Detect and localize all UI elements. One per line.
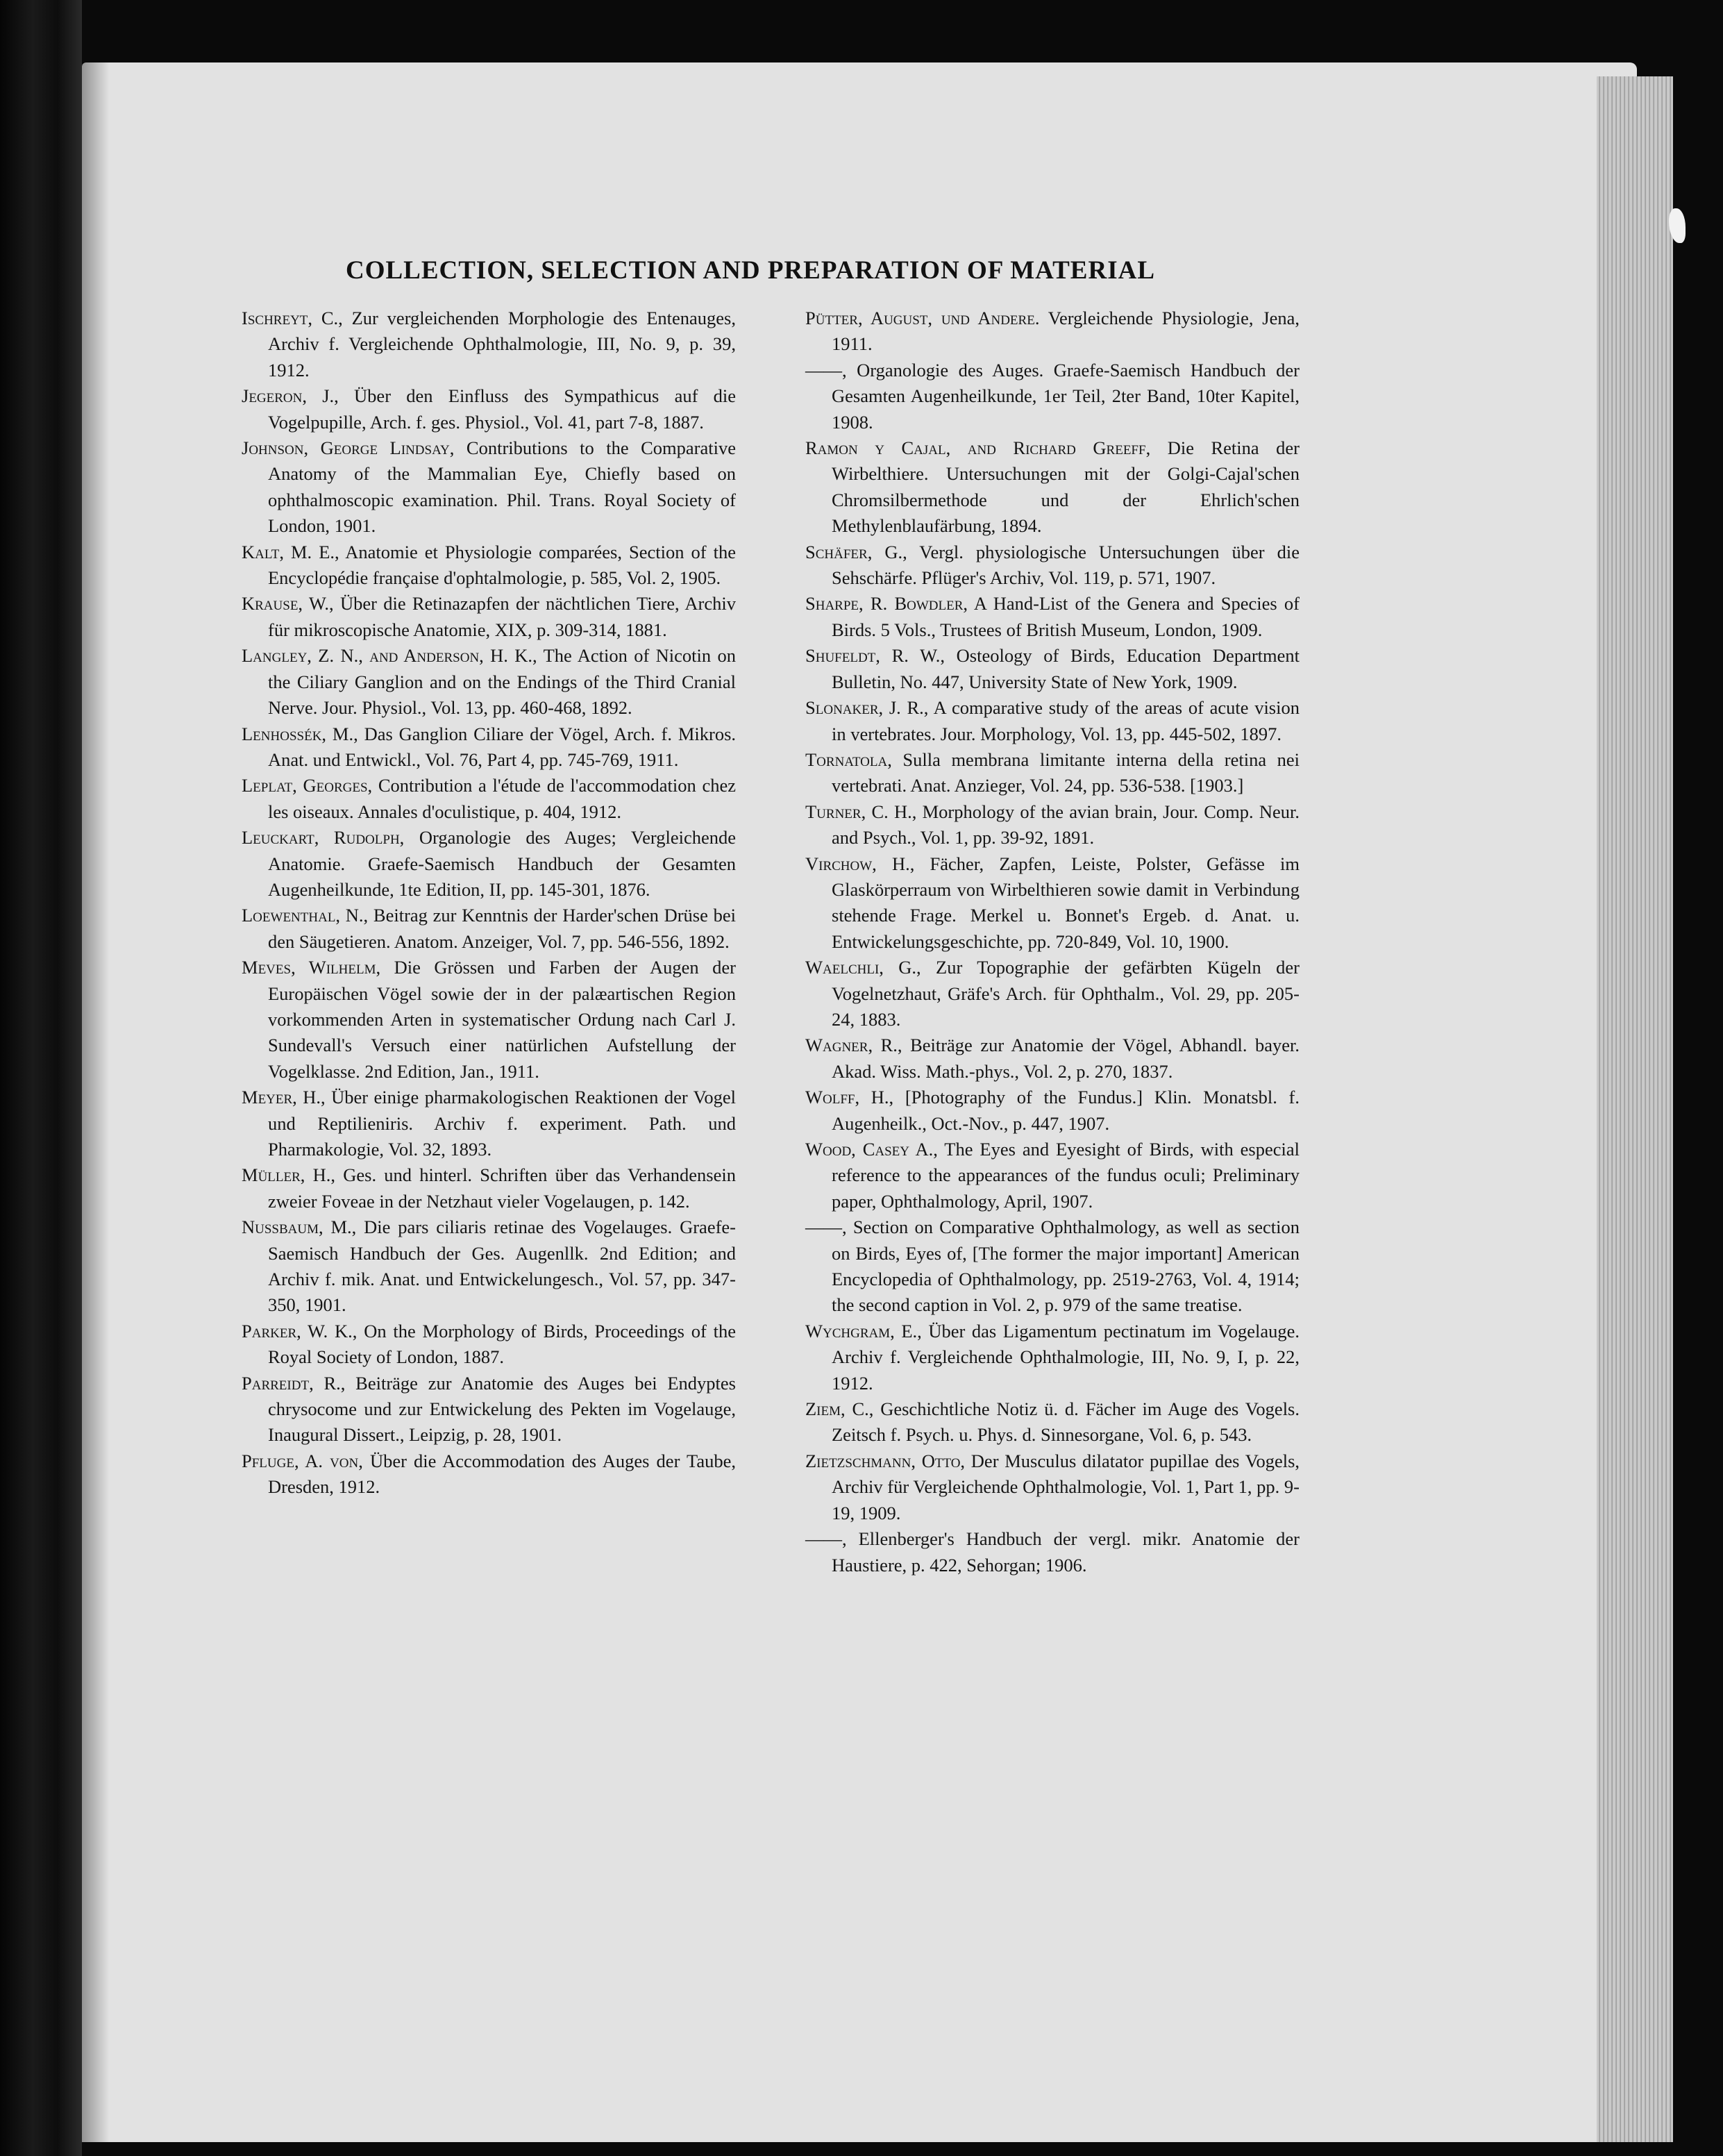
entry-citation: Der Musculus dilatator pupillae des Vogels, Archiv für Vergleichende Ophthalmologie, Vol. 1, Part 1, pp. 9-19, 1909. bbox=[832, 1450, 1300, 1523]
entry-author: Ischreyt, C., bbox=[242, 308, 343, 328]
entry-author: Müller, H., bbox=[242, 1164, 336, 1186]
entry-citation: Die Retina der Wirbelthiere. Untersuchungen mit der Golgi-Cajal'schen Chromsilbermethode und der Ehrlich'schen Methylenblaufärbung, 1894. bbox=[832, 437, 1300, 537]
page-edges bbox=[1597, 76, 1673, 2142]
entry-author: Pütter, August, und Andere. bbox=[805, 308, 1040, 328]
entry-citation: Über das Ligamentum pectinatum im Vogelauge. Archiv f. Vergleichende Ophthalmologie, III, No. 9, I, p. 22, 1912. bbox=[832, 1320, 1300, 1394]
entry-citation: Beiträge zur Anatomie der Vögel, Abhandl. bayer. Akad. Wiss. Math.-phys., Vol. 2, p. 270, 1837. bbox=[832, 1035, 1300, 1082]
entry-author: Shufeldt, R. W., bbox=[805, 645, 945, 667]
bibliography-entry bbox=[805, 358, 1300, 435]
bibliography-right-column bbox=[805, 306, 1300, 1578]
entry-citation: Beitrag zur Kenntnis der Harder'schen Drüse bei den Säugetieren. Anatom. Anzeiger, Vol. 7, pp. 546-556, 1892. bbox=[268, 905, 736, 952]
bibliography-entry bbox=[242, 1448, 736, 1501]
entry-author: Wood, Casey A., bbox=[805, 1139, 938, 1160]
entry-citation: Sulla membrana limitante interna della retina nei vertebrati. Anat. Anzieger, Vol. 24, pp. 536-538. [1903.] bbox=[832, 749, 1300, 796]
bibliography-entry bbox=[805, 435, 1300, 540]
entry-citation: Osteology of Birds, Education Department Bulletin, No. 447, University State of New York, 1909. bbox=[832, 645, 1300, 692]
entry-author: ——, bbox=[805, 1217, 847, 1238]
entry-citation: The Action of Nicotin on the Ciliary Ganglion and on the Endings of the Third Cranial Nerve. Jour. Physiol., Vol. 13, pp. 460-468, 1892. bbox=[268, 645, 737, 719]
entry-citation: Contribution a l'étude de l'accommodation chez les oiseaux. Annales d'oculistique, p. 404, 1912. bbox=[268, 775, 737, 822]
bibliography-entry bbox=[805, 1033, 1300, 1085]
bibliography-entry bbox=[805, 1214, 1300, 1319]
entry-citation: Fächer, Zapfen, Leiste, Polster, Gefässe im Glaskörperraum von Wirbelthieren sowie damit in Verbindung stehende Frage. Merkel u. Bonnet's Ergeb. d. Anat. u. Entwickelungsgeschichte, pp. 720-849, Vol. 10, 1900. bbox=[832, 853, 1300, 952]
entry-citation: Über die Retinazapfen der nächtlichen Tiere, Archiv für mikroscopische Anatomie, XIX, p. 309-314, 1881. bbox=[268, 593, 736, 640]
bibliography-entry bbox=[242, 1162, 736, 1214]
background-right bbox=[1673, 0, 1723, 2156]
bibliography-entry bbox=[242, 955, 736, 1085]
entry-citation: Contributions to the Comparative Anatomy of the Mammalian Eye, Chiefly based on ophthalmoscopic examination. Phil. Trans. Royal Society of London, 1901. bbox=[268, 437, 736, 537]
bibliography-entry bbox=[805, 1085, 1300, 1137]
entry-citation: Das Ganglion Ciliare der Vögel, Arch. f. Mikros. Anat. und Entwickl., Vol. 76, Part 4, pp. 745-769, 1911. bbox=[268, 723, 737, 770]
bibliography-entry bbox=[242, 825, 736, 903]
bibliography-entry bbox=[242, 383, 736, 435]
entry-author: Nussbaum, M., bbox=[242, 1217, 357, 1238]
entry-author: Leplat, Georges, bbox=[242, 775, 373, 796]
entry-citation: Organologie des Auges; Vergleichende Anatomie. Graefe-Saemisch Handbuch der Gesamten Augenheilkunde, 1te Edition, II, pp. 145-301, 1876. bbox=[268, 827, 736, 900]
entry-citation: Morphology of the avian brain, Jour. Comp. Neur. and Psych., Vol. 1, pp. 39-92, 1891. bbox=[832, 801, 1300, 849]
bibliography-entry bbox=[805, 695, 1300, 747]
entry-citation: On the Morphology of Birds, Proceedings of the Royal Society of London, 1887. bbox=[268, 1320, 736, 1368]
entry-author: Tornatola, bbox=[805, 749, 892, 770]
bibliography-entry bbox=[805, 799, 1300, 851]
running-header: COLLECTION, SELECTION AND PREPARATION OF MATERIAL bbox=[346, 256, 1155, 285]
entry-citation: Ges. und hinterl. Schriften über das Verhandensein zweier Foveae in der Netzhaut vieler Vogelaugen, p. 142. bbox=[268, 1164, 736, 1212]
entry-author: ——, bbox=[805, 359, 847, 381]
entry-author: Parreidt, R., bbox=[242, 1372, 346, 1394]
entry-citation: Die Grössen und Farben der Augen der Europäischen Vögel sowie der in der palæartischen Region vorkommenden Arten in systematischer Ordung nach Carl J. Sundevall's Versuch einer natürlichen Aufstellung der Vogelklasse. 2nd Edition, Jan., 1911. bbox=[268, 957, 737, 1082]
entry-author: Virchow, H., bbox=[805, 853, 915, 874]
entry-author: Kalt, M. E., bbox=[242, 541, 339, 562]
entry-author: Ziem, C., bbox=[805, 1398, 874, 1420]
bibliography-entry bbox=[805, 1396, 1300, 1448]
entry-author: Meves, Wilhelm, bbox=[242, 957, 381, 978]
entry-author: ——, bbox=[805, 1528, 847, 1550]
bibliography-entry bbox=[242, 540, 736, 592]
entry-author: Langley, Z. N., and Anderson, H. K., bbox=[242, 645, 537, 667]
bibliography-entry bbox=[805, 1137, 1300, 1214]
entry-author: Krause, W., bbox=[242, 593, 334, 615]
entry-author: Wychgram, E., bbox=[805, 1320, 922, 1342]
entry-author: Sharpe, R. Bowdler, bbox=[805, 593, 968, 615]
entry-author: Wolff, H., bbox=[805, 1087, 894, 1108]
entry-citation: Vergleichende Physiologie, Jena, 1911. bbox=[832, 308, 1300, 355]
bibliography-entry bbox=[242, 306, 736, 383]
bibliography-entry bbox=[242, 1085, 736, 1162]
entry-citation: A comparative study of the areas of acute vision in vertebrates. Jour. Morphology, Vol. 13, pp. 445-502, 1897. bbox=[832, 697, 1300, 744]
entry-author: Wagner, R., bbox=[805, 1035, 902, 1056]
entry-author: Lenhossék, M., bbox=[242, 723, 358, 744]
bibliography-entry bbox=[242, 1214, 736, 1319]
entry-citation: Zur vergleichenden Morphologie des Entenauges, Archiv f. Vergleichende Ophthalmologie, III, No. 9, p. 39, 1912. bbox=[268, 308, 736, 381]
entry-citation: Organologie des Auges. Graefe-Saemisch Handbuch der Gesamten Augenheilkunde, 1er Teil, 2ter Band, 10ter Kapitel, 1908. bbox=[832, 359, 1300, 433]
entry-citation: Section on Comparative Ophthalmology, as well as section on Birds, Eyes of, [The former the major important] American Encyclopedia of Ophthalmology, pp. 2519-2763, Vol. 4, 1914; the second caption in Vol. 2, p. 979 of the same treatise. bbox=[832, 1217, 1300, 1316]
entry-citation: Über den Einfluss des Sympathicus auf die Vogelpupille, Arch. f. ges. Physiol., Vol. 41, part 7-8, 1887. bbox=[268, 385, 737, 433]
bibliography-entry bbox=[242, 643, 736, 721]
entry-citation: Geschichtliche Notiz ü. d. Fächer im Auge des Vogels. Zeitsch f. Psych. u. Phys. d. Sinnesorgane, Vol. 6, p. 543. bbox=[832, 1398, 1300, 1446]
entry-author: Leuckart, Rudolph, bbox=[242, 827, 405, 849]
entry-citation: Zur Topographie der gefärbten Kügeln der Vogelnetzhaut, Gräfe's Arch. für Ophthalm., Vol. 29, pp. 205-24, 1883. bbox=[832, 957, 1300, 1030]
bibliography-entry bbox=[805, 851, 1300, 955]
bibliography-entry bbox=[805, 1319, 1300, 1396]
bibliography-entry bbox=[242, 903, 736, 955]
entry-author: Parker, W. K., bbox=[242, 1320, 358, 1342]
bibliography-entry bbox=[242, 1319, 736, 1371]
entry-author: Zietzschmann, Otto, bbox=[805, 1450, 966, 1471]
entry-author: Loewenthal, N., bbox=[242, 905, 369, 926]
entry-author: Waelchli, G., bbox=[805, 957, 921, 978]
book-spine-shadow bbox=[0, 0, 82, 2156]
page-gutter-shadow bbox=[82, 62, 110, 2142]
entry-citation: Anatomie et Physiologie comparées, Section of the Encyclopédie française d'ophtalmologie, p. 585, Vol. 2, 1905. bbox=[268, 541, 737, 589]
entry-citation: Vergl. physiologische Untersuchungen über die Sehschärfe. Pflüger's Archiv, Vol. 119, p. 571, 1907. bbox=[832, 541, 1300, 589]
entry-author: Schäfer, G., bbox=[805, 541, 907, 562]
bibliography-left-column bbox=[242, 306, 736, 1501]
bibliography-entry bbox=[242, 591, 736, 643]
entry-author: Jegeron, J., bbox=[242, 385, 339, 407]
bibliography-entry bbox=[805, 1448, 1300, 1526]
entry-author: Slonaker, J. R., bbox=[805, 697, 929, 719]
bibliography-entry bbox=[805, 1526, 1300, 1578]
bibliography-entry bbox=[242, 1371, 736, 1448]
bibliography-entry bbox=[242, 721, 736, 774]
bibliography-entry bbox=[805, 955, 1300, 1033]
bibliography-entry bbox=[805, 643, 1300, 695]
entry-citation: Ellenberger's Handbuch der vergl. mikr. Anatomie der Haustiere, p. 422, Sehorgan; 1906. bbox=[832, 1528, 1300, 1576]
entry-citation: Die pars ciliaris retinae des Vogelauges. Graefe-Saemisch Handbuch der Ges. Augenllk. 2nd Edition; and Archiv f. mik. Anat. und Entwickelungesch., Vol. 57, pp. 347-350, 1901. bbox=[268, 1217, 736, 1316]
entry-citation: Beiträge zur Anatomie des Auges bei Endyptes chrysocome und zur Entwickelung des Pekten im Vogelauge, Inaugural Dissert., Leipzig, p. 28, 1901. bbox=[268, 1372, 736, 1446]
bibliography-entry bbox=[805, 540, 1300, 592]
entry-citation: Über einige pharmakologischen Reaktionen der Vogel und Reptilieniris. Archiv f. experiment. Path. und Pharmakologie, Vol. 32, 1893. bbox=[268, 1087, 736, 1160]
entry-author: Pfluge, A. von, bbox=[242, 1450, 363, 1471]
entry-citation: A Hand-List of the Genera and Species of Birds. 5 Vols., Trustees of British Museum, London, 1909. bbox=[832, 593, 1300, 640]
entry-citation: Über die Accommodation des Auges der Taube, Dresden, 1912. bbox=[268, 1450, 736, 1498]
bibliography-entry bbox=[805, 591, 1300, 643]
entry-author: Ramon y Cajal, and Richard Greeff, bbox=[805, 437, 1151, 459]
bibliography-entry bbox=[242, 773, 736, 825]
bibliography-entry bbox=[805, 747, 1300, 799]
bibliography-entry bbox=[242, 435, 736, 540]
entry-citation: The Eyes and Eyesight of Birds, with especial reference to the appearances of the fundus oculi; Preliminary paper, Ophthalmology, April, 1907. bbox=[832, 1139, 1300, 1212]
entry-author: Meyer, H., bbox=[242, 1087, 326, 1108]
entry-author: Turner, C. H., bbox=[805, 801, 917, 822]
entry-citation: [Photography of the Fundus.] Klin. Monatsbl. f. Augenheilk., Oct.-Nov., p. 447, 1907. bbox=[832, 1087, 1300, 1134]
bibliography-entry bbox=[805, 306, 1300, 358]
entry-author: Johnson, George Lindsay, bbox=[242, 437, 455, 459]
